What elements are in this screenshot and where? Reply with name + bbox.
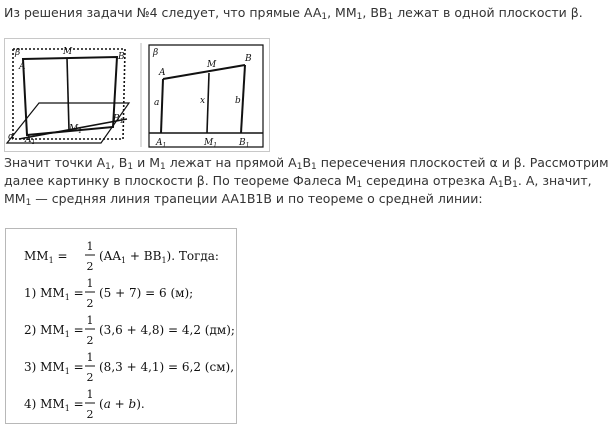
svg-text:1: 1 bbox=[86, 314, 94, 327]
segment-aa1 bbox=[161, 79, 163, 133]
label-b-length: b bbox=[235, 96, 241, 106]
formula-3 bbox=[24, 351, 234, 384]
label-a-left: A bbox=[19, 62, 26, 72]
svg-text:2: 2 bbox=[86, 371, 94, 384]
svg-text:2: 2 bbox=[86, 334, 94, 347]
intro-sentence: Из решения задачи №4 следует, что прямые $AA_1$, $MM_1$, $BB_1$ лежат в одной плоскости β. bbox=[4, 5, 583, 22]
label-m1-right: $M_1$ bbox=[204, 138, 218, 149]
formula-box bbox=[5, 228, 237, 424]
paragraph-line-1: Значит точки $A_1$, $B_1$ и $M_1$ лежат на прямой $A_1B_1$ пересечения плоскостей α и β. Рассмотрим bbox=[4, 155, 609, 172]
paragraph-line-2: далее картинку в плоскости β. По теореме Фалеса $M_1$ середина отрезка $A_1B_1$. А, значит, bbox=[4, 173, 592, 190]
svg-text:(8,3 + 4,1) = 6,2 (см),: (8,3 + 4,1) = 6,2 (см), bbox=[99, 360, 235, 374]
svg-text:1: 1 bbox=[86, 388, 94, 401]
svg-text:1: 1 bbox=[86, 240, 94, 253]
svg-text:2) MM1 =: 2) $MM_1$ = bbox=[24, 323, 84, 339]
label-a-right: A bbox=[159, 68, 166, 78]
formula-1 bbox=[24, 277, 193, 310]
paragraph-line-3: $MM_1$ — средняя линия трапеции AA1B1B и по теореме о средней линии: bbox=[4, 191, 483, 208]
svg-text:2: 2 bbox=[86, 297, 94, 310]
segment-bb1 bbox=[241, 65, 245, 133]
label-m-left: M bbox=[63, 47, 73, 57]
label-a-length: a bbox=[154, 98, 160, 108]
label-x-length: x bbox=[200, 96, 206, 106]
label-m1-left: $M_1$ bbox=[69, 124, 83, 135]
svg-text:(a + b).: (a + b). bbox=[99, 397, 145, 411]
svg-text:2: 2 bbox=[86, 260, 94, 273]
label-a1-right: $A_1$ bbox=[156, 138, 167, 149]
svg-text:(AA1 + BB1). Тогда:: $(AA_1 + BB_1)$. Тогда: bbox=[99, 249, 219, 265]
label-m-right: M bbox=[207, 60, 217, 70]
formula-4 bbox=[24, 388, 145, 421]
label-b1-right: $B_1$ bbox=[239, 138, 250, 149]
svg-text:(3,6 + 4,8) = 4,2 (дм);: (3,6 + 4,8) = 4,2 (дм); bbox=[99, 323, 235, 337]
svg-text:(5 + 7) = 6 (м);: (5 + 7) = 6 (м); bbox=[99, 286, 194, 300]
label-a1-left: $A_1$ bbox=[25, 135, 36, 146]
segment-mm1-left bbox=[67, 58, 69, 130]
label-b-right: B bbox=[245, 54, 252, 64]
label-beta-right: β bbox=[153, 48, 159, 58]
segment-ab bbox=[163, 65, 245, 79]
svg-text:1: 1 bbox=[86, 351, 94, 364]
svg-text:2: 2 bbox=[86, 408, 94, 421]
svg-text:4) MM1 =: 4) $MM_1$ = bbox=[24, 397, 84, 413]
svg-text:MM1 =: $MM_1$ = bbox=[24, 249, 68, 265]
label-beta-left: β bbox=[15, 48, 21, 58]
geometry-figure bbox=[4, 38, 270, 152]
label-alpha: α bbox=[8, 132, 15, 142]
svg-text:3) MM1 =: 3) $MM_1$ = bbox=[24, 360, 84, 376]
segment-mm1-right bbox=[207, 73, 209, 133]
label-b1-left: $B_1$ bbox=[113, 114, 124, 125]
formula-2 bbox=[24, 314, 235, 347]
formula-main bbox=[24, 240, 219, 273]
svg-text:1: 1 bbox=[86, 277, 94, 290]
right-labels bbox=[152, 48, 252, 149]
svg-text:1) MM1 =: 1) $MM_1$ = bbox=[24, 286, 84, 302]
label-b-left: B bbox=[118, 52, 125, 62]
